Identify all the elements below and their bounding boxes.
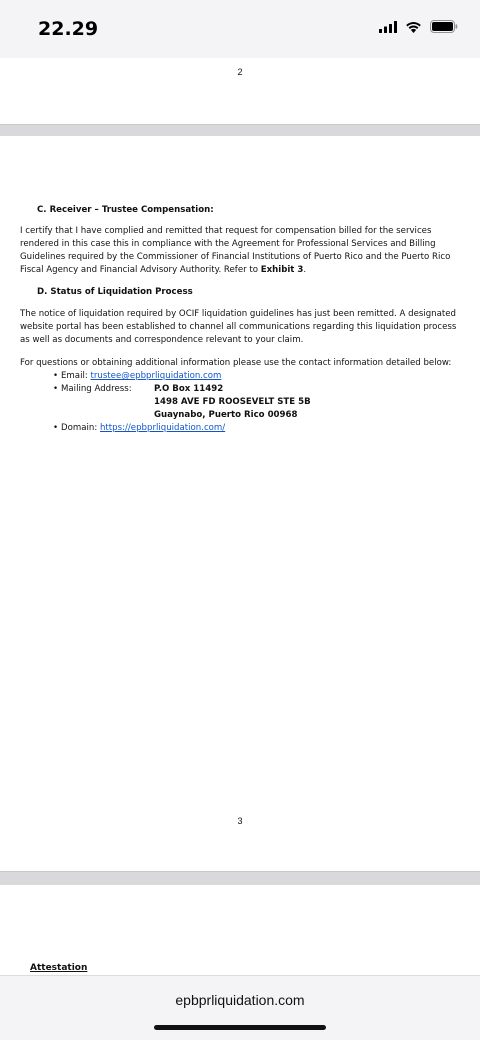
- section-d-heading: D. Status of Liquidation Process: [37, 287, 193, 297]
- document-page-3: [0, 136, 480, 871]
- section-d-body: The notice of liquidation required by OCIF liquidation guidelines has just been remitted. A designated website portal has been established to channel all communications regarding this liquidation process as well as documents and correspondence relevant to your claim.: [20, 309, 457, 345]
- home-indicator[interactable]: [154, 1025, 326, 1030]
- mailing-line-2: 1498 AVE FD ROOSEVELT STE 5B: [154, 397, 311, 407]
- page-number: 3: [237, 816, 243, 826]
- status-bar: [0, 0, 480, 58]
- page-number: 2: [237, 67, 243, 77]
- section-c-body: I certify that I have complied and remitted that request for compensation billed for the services rendered in this case this in compliance with the Agreement for Professional Services and Billing Guidelines required by the Commissioner of Financial Institutions of Puerto Rico and the Puerto Rico Fiscal Agency and Financial Advisory Authority. Refer to Exhibit 3.: [20, 226, 451, 275]
- domain-link[interactable]: https://epbprliquidation.com/: [99, 423, 226, 433]
- contact-email-item: • Email: trustee@epbprliquidation.com: [20, 370, 460, 383]
- page-divider: [0, 124, 480, 125]
- mailing-line-1: P.O Box 11492: [154, 384, 224, 394]
- attestation-heading: Attestation: [30, 963, 88, 973]
- contact-domain-item: • Domain: https://epbprliquidation.com/: [20, 422, 460, 435]
- page-divider: [0, 871, 480, 872]
- document-page-2: [0, 58, 480, 124]
- status-time: 22.29: [38, 18, 99, 40]
- browser-url-bar[interactable]: [0, 975, 480, 1040]
- wifi-icon: [405, 21, 422, 33]
- battery-icon: [430, 20, 458, 33]
- contact-intro: For questions or obtaining additional information please use the contact information detailed below:: [20, 358, 452, 368]
- page-3-content: [20, 204, 460, 435]
- cellular-signal-icon: [379, 21, 397, 33]
- status-icons: [379, 20, 458, 33]
- email-link[interactable]: trustee@epbprliquidation.com: [90, 371, 222, 381]
- contact-mailing-item: [20, 383, 460, 396]
- mailing-line-3: Guaynabo, Puerto Rico 00968: [154, 410, 298, 420]
- url-text[interactable]: epbprliquidation.com: [175, 992, 305, 1008]
- mailing-label: Mailing Address:: [61, 384, 132, 394]
- section-c-heading: C. Receiver – Trustee Compensation:: [37, 205, 214, 215]
